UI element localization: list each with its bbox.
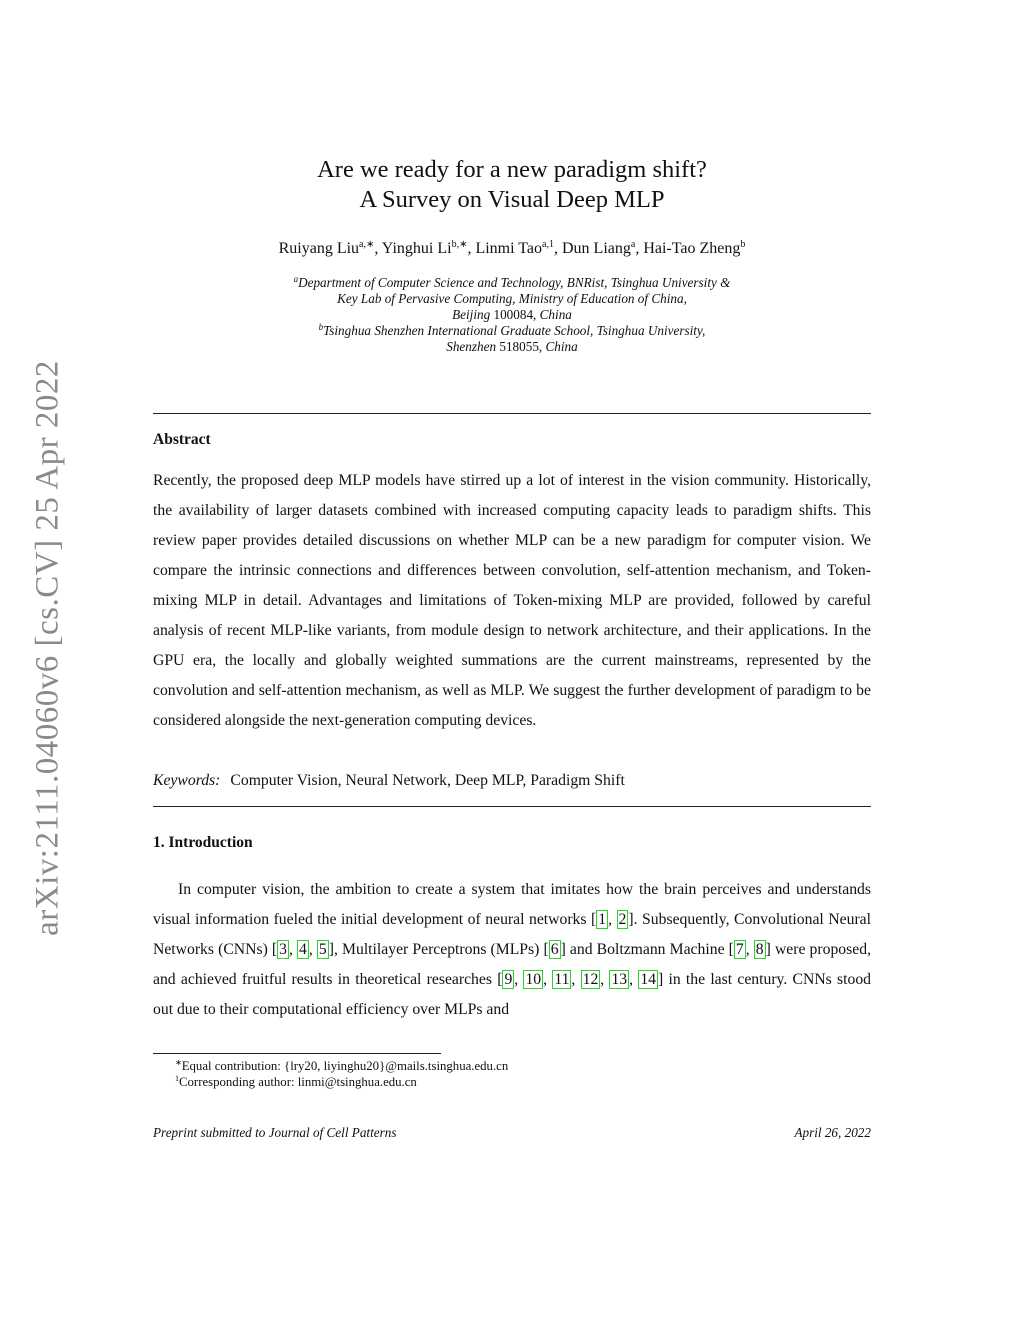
arxiv-sidebar-id <box>28 355 68 940</box>
citation-link[interactable]: 5 <box>318 941 327 958</box>
citation-link[interactable]: 1 <box>598 911 607 928</box>
intro-text-run: , <box>629 971 639 988</box>
citation-link[interactable]: 13 <box>611 971 628 988</box>
keywords <box>153 772 871 790</box>
footnote-equal-contribution <box>175 1058 675 1074</box>
footnote-mark: 1 <box>175 1074 179 1083</box>
intro-text-run: ] in the last century. CNNs stood out due to their computational efficiency over MLPs and <box>153 971 872 1018</box>
citation-link[interactable]: 3 <box>279 941 287 958</box>
affil-b-zip: 518055, <box>499 339 543 354</box>
footnotes <box>175 1058 675 1090</box>
page-footer <box>153 1125 871 1141</box>
affil-a-text-2: Key Lab of Pervasive Computing, Ministry of Education of China, <box>337 291 687 306</box>
footer-date: April 26, 2022 <box>794 1125 871 1140</box>
affil-a-text: Department of Computer Science and Technology, BNRist, Tsinghua University & <box>298 275 731 290</box>
author-name: Hai-Tao Zheng <box>643 240 741 257</box>
abstract-bottom-rule <box>153 806 871 807</box>
intro-text-run: In computer vision, the ambition to create a system that imitates how the brain perceives and understands visual information fueled the initial development of neural networks [ <box>153 881 871 928</box>
abstract-heading: Abstract <box>153 431 211 448</box>
footnote-mark: ∗ <box>175 1058 182 1067</box>
footnote-text: Equal contribution: {lry20, liyinghu20}@mails.tsinghua.edu.cn <box>181 1059 509 1073</box>
affil-a-zip: 100084, <box>493 307 537 322</box>
affil-b-text: Tsinghua Shenzhen International Graduate School, Tsinghua University, <box>323 323 706 338</box>
affil-a-mark: a <box>293 274 299 284</box>
affil-b-country: China <box>545 339 578 354</box>
intro-text-run: , <box>308 941 317 958</box>
author-affil-mark: a,1 <box>542 239 554 250</box>
intro-text-run: , <box>571 971 581 988</box>
citation-link[interactable]: 2 <box>618 911 627 928</box>
author-affil-mark: b,∗ <box>451 239 468 250</box>
author-name: Yinghui Li <box>381 240 452 257</box>
intro-text-run: ], Multilayer Perceptrons (MLPs) [ <box>328 941 549 958</box>
author-name: Linmi Tao <box>475 240 543 257</box>
intro-text-run: , <box>543 971 553 988</box>
affiliation-a-line-1 <box>153 275 871 291</box>
author-separator: , <box>635 240 644 257</box>
title-line-2: A Survey on Visual Deep MLP <box>359 186 665 213</box>
keywords-label: Keywords: <box>153 772 221 789</box>
author-name: Dun Liang <box>561 240 631 257</box>
citation-link[interactable]: 10 <box>525 971 542 988</box>
intro-text-run: ]. Subsequently, Convolutional Neural Networks (CNNs) [ <box>153 911 871 958</box>
citation-link[interactable]: 6 <box>550 941 559 958</box>
author-affil-mark: b <box>740 239 746 250</box>
author-separator: , <box>467 240 476 257</box>
intro-text-run: , <box>600 971 610 988</box>
intro-text-run: ] were proposed, and achieved fruitful results in theoretical researches [ <box>153 941 871 988</box>
author-list <box>153 238 871 260</box>
citation-link[interactable]: 4 <box>299 941 307 958</box>
affiliation-a-line-3 <box>153 307 871 323</box>
affil-a-country: China <box>539 307 572 322</box>
author-separator: , <box>374 240 382 257</box>
introduction-body <box>153 875 871 1025</box>
paper-title <box>153 155 871 215</box>
citation-link[interactable]: 9 <box>504 971 513 988</box>
section-heading-introduction: 1. Introduction <box>153 834 253 851</box>
citation-link[interactable]: 8 <box>755 941 764 958</box>
abstract-paragraph: Recently, the proposed deep MLP models have stirred up a lot of interest in the vision community. Historically, the availability of larger datasets combined with increased computing capacity leads to paradigm shifts. This review paper provides detailed discussions on whether MLP can be a new paradigm for computer vision. We compare the intrinsic connections and differences between convolution, self-attention mechanism, and Token-mixing MLP in detail. Advantages and limitations of Token-mixing MLP are provided, followed by careful analysis of recent MLP-like variants, from module design to network architecture, and their applications. In the GPU era, the locally and globally weighted summations are the current mainstreams, represented by the convolution and self-attention mechanism, as well as MLP. We suggest the further development of paradigm to be considered alongside the next-generation computing devices. <box>153 472 871 729</box>
introduction-paragraph <box>153 875 871 1025</box>
author-affil-mark: a,∗ <box>359 239 375 250</box>
footnote-rule <box>153 1053 441 1054</box>
affiliation-b-line-1 <box>153 323 871 339</box>
intro-text-run: , <box>608 911 617 928</box>
footer-journal: Preprint submitted to Journal of Cell Patterns <box>153 1125 397 1140</box>
affiliation-b-line-2 <box>153 339 871 355</box>
intro-text-run: , <box>745 941 754 958</box>
affil-b-city: Shenzhen <box>446 339 497 354</box>
arxiv-id-text: arXiv:2111.04060v6 [cs.CV] 25 Apr 2022 <box>29 359 66 936</box>
intro-text-run: , <box>514 971 524 988</box>
citation-link[interactable]: 12 <box>582 971 599 988</box>
author-affil-mark: a <box>630 239 636 250</box>
citation-link[interactable]: 11 <box>554 971 570 988</box>
footnote-corresponding-author <box>175 1074 675 1090</box>
author-name: Ruiyang Liu <box>278 240 360 257</box>
affiliation-a-line-2 <box>153 291 871 307</box>
abstract-top-rule <box>153 413 871 414</box>
citation-link[interactable]: 14 <box>640 971 656 988</box>
citation-link[interactable]: 7 <box>735 941 744 958</box>
author-separator: , <box>553 240 562 257</box>
intro-text-run: ] and Boltzmann Machine [ <box>560 941 734 958</box>
title-line-1: Are we ready for a new paradigm shift? <box>317 156 707 183</box>
footnote-text: Corresponding author: linmi@tsinghua.edu.cn <box>179 1075 417 1089</box>
keywords-list: Computer Vision, Neural Network, Deep MLP, Paradigm Shift <box>230 772 625 789</box>
abstract-body <box>153 466 871 736</box>
affiliations <box>153 275 871 355</box>
affil-a-city: Beijing <box>452 307 491 322</box>
affil-b-mark: b <box>318 322 324 332</box>
intro-text-run: , <box>288 941 298 958</box>
